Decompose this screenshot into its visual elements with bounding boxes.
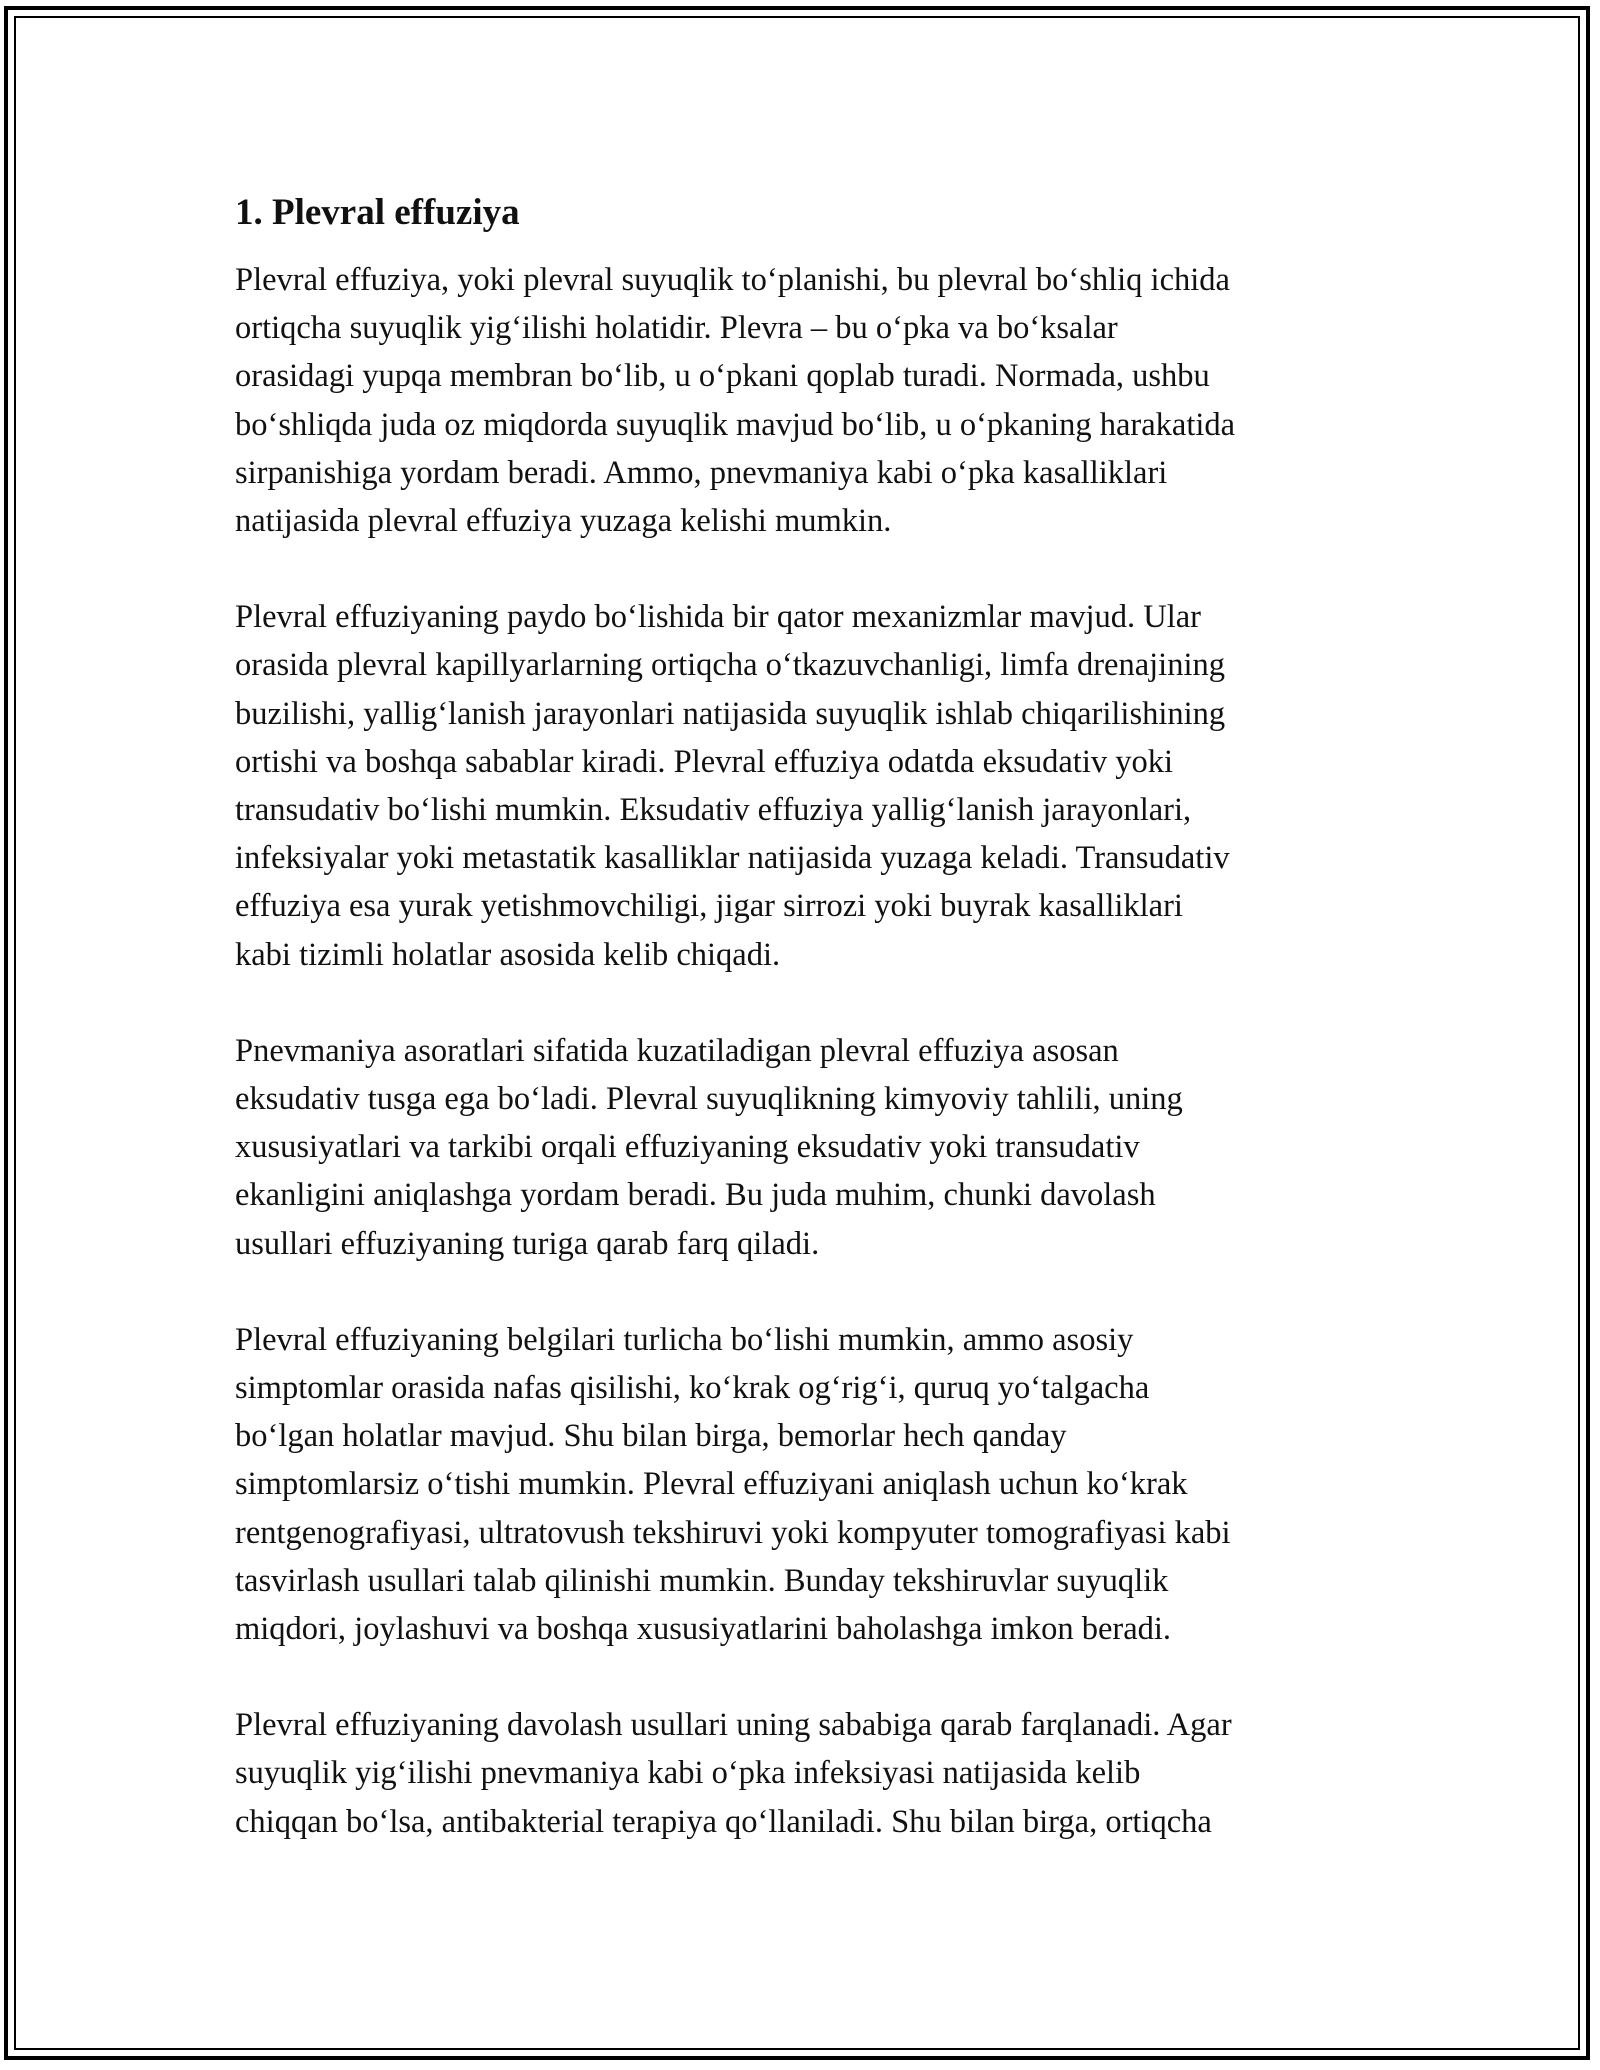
paragraph-3 — [235, 1027, 1375, 1268]
text-line: chiqqan bo‘lsa, antibakterial terapiya qo‘llaniladi. Shu bilan birga, ortiqcha — [235, 1803, 1212, 1840]
section-heading: 1. Plevral effuziya — [235, 192, 520, 233]
paragraph-1 — [235, 256, 1375, 545]
text-line: Plevral effuziyaning belgilari turlicha bo‘lishi mumkin, ammo asosiy — [235, 1321, 1134, 1358]
paragraph-4 — [235, 1316, 1375, 1653]
paragraph-2 — [235, 593, 1375, 979]
text-line: tasvirlash usullari talab qilinishi mumkin. Bunday tekshiruvlar suyuqlik — [235, 1562, 1169, 1599]
text-line: orasida plevral kapillyarlarning ortiqcha o‘tkazuvchanligi, limfa drenajining — [235, 647, 1225, 684]
text-line: eksudativ tusga ega bo‘ladi. Plevral suyuqlikning kimyoviy tahlili, uning — [235, 1081, 1183, 1118]
text-line: Plevral effuziya, yoki plevral suyuqlik to‘planishi, bu plevral bo‘shliq ichida — [235, 262, 1230, 298]
text-line: orasidagi yupqa membran bo‘lib, u o‘pkani qoplab turadi. Normada, ushbu — [235, 358, 1210, 395]
text-line: natijasida plevral effuziya yuzaga kelishi mumkin. — [235, 503, 892, 540]
text-line: effuziya esa yurak yetishmovchiligi, jigar sirrozi yoki buyrak kasalliklari — [235, 888, 1183, 925]
paragraph-5 — [235, 1701, 1375, 1846]
text-line: transudativ bo‘lishi mumkin. Eksudativ effuziya yallig‘lanish jarayonlari, — [235, 792, 1192, 829]
text-line: ekanligini aniqlashga yordam beradi. Bu juda muhim, chunki davolash — [235, 1177, 1156, 1214]
text-line: ortishi va boshqa sabablar kiradi. Plevral effuziya odatda eksudativ yoki — [235, 743, 1174, 780]
text-line: simptomlar orasida nafas qisilishi, ko‘krak og‘rig‘i, quruq yo‘talgacha — [235, 1370, 1150, 1407]
text-line: simptomlarsiz o‘tishi mumkin. Plevral effuziyani aniqlash uchun ko‘krak — [235, 1466, 1188, 1503]
text-line: kabi tizimli holatlar asosida kelib chiqadi. — [235, 936, 781, 973]
text-line: infeksiyalar yoki metastatik kasalliklar natijasida yuzaga keladi. Transudativ — [235, 840, 1230, 877]
text-line: Plevral effuziyaning davolash usullari uning sababiga qarab farqlanadi. Agar — [235, 1707, 1232, 1744]
text-line: rentgenografiyasi, ultratovush tekshiruvi yoki kompyuter tomografiyasi kabi — [235, 1514, 1231, 1551]
text-line: usullari effuziyaning turiga qarab farq qiladi. — [235, 1225, 820, 1262]
text-line: Pnevmaniya asoratlari sifatida kuzatiladigan plevral effuziya asosan — [235, 1032, 1119, 1069]
text-line: Plevral effuziyaning paydo bo‘lishida bir qator mexanizmlar mavjud. Ular — [235, 599, 1201, 636]
text-line: ortiqcha suyuqlik yig‘ilishi holatidir. Plevra – bu o‘pka va bo‘ksalar — [235, 310, 1118, 347]
text-line: bo‘lgan holatlar mavjud. Shu bilan birga, bemorlar hech qanday — [235, 1418, 1067, 1455]
text-line: bo‘shliqda juda oz miqdorda suyuqlik mavjud bo‘lib, u o‘pkaning harakatida — [235, 406, 1236, 443]
text-line: sirpanishiga yordam beradi. Ammo, pnevmaniya kabi o‘pka kasalliklari — [235, 454, 1168, 491]
text-line: xususiyatlari va tarkibi orqali effuziyaning eksudativ yoki transudativ — [235, 1129, 1140, 1166]
text-line: miqdori, joylashuvi va boshqa xususiyatlarini baholashga imkon beradi. — [235, 1611, 1172, 1648]
document-body — [235, 186, 1375, 1894]
text-line: buzilishi, yallig‘lanish jarayonlari natijasida suyuqlik ishlab chiqarilishining — [235, 695, 1226, 732]
text-line: suyuqlik yig‘ilishi pnevmaniya kabi o‘pka infeksiyasi natijasida kelib — [235, 1755, 1141, 1792]
